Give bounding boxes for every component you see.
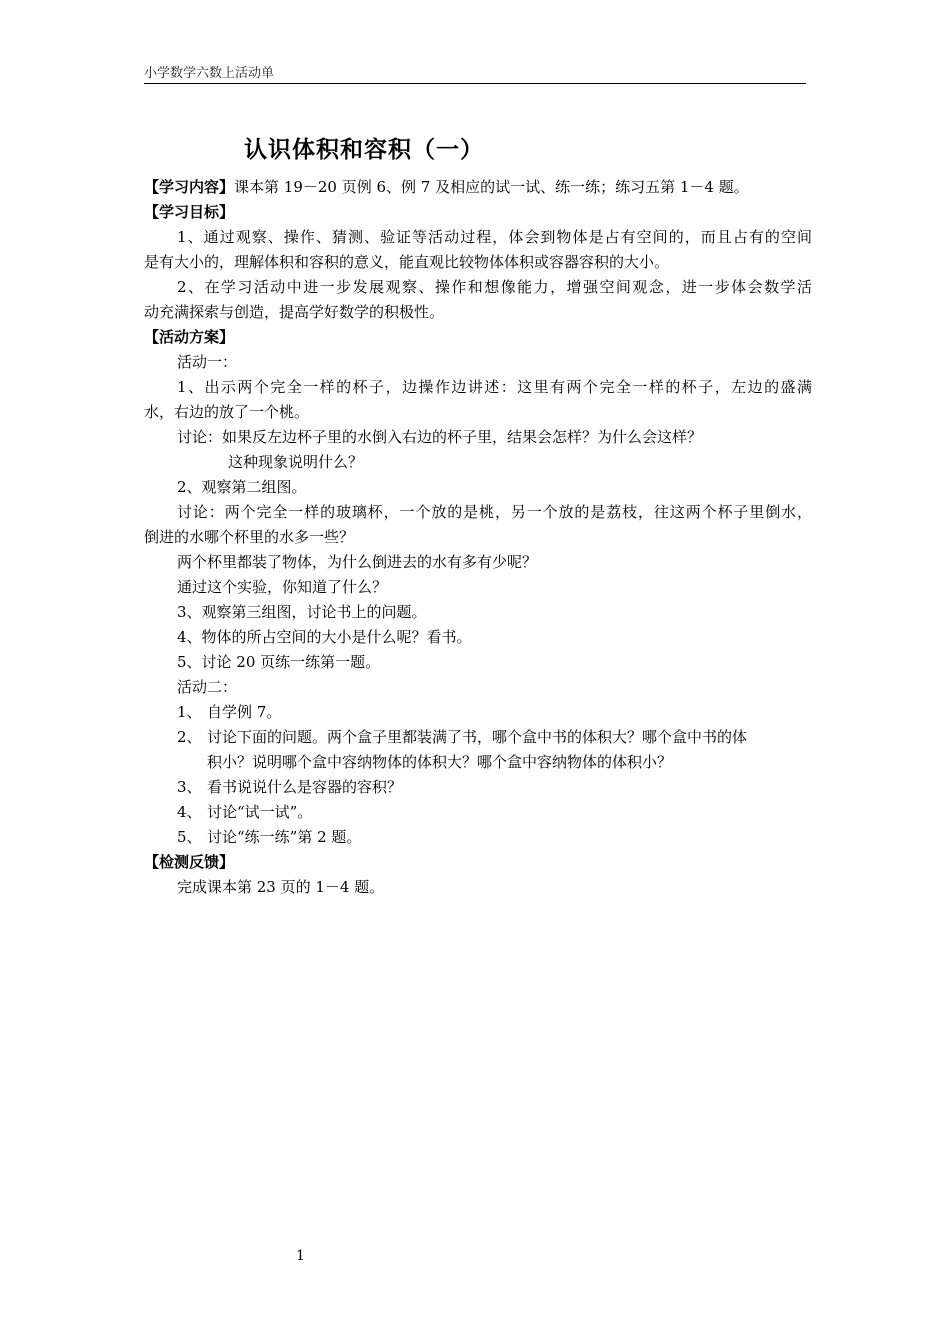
activity-2-item xyxy=(144,725,812,750)
activity-1-discussion-2-line-1: 讨论：两个完全一样的玻璃杯，一个放的是桃，另一个放的是荔枝，往这两个杯子里倒水， xyxy=(177,503,812,521)
activity-1-discussion-2-line-2: 倒进的水哪个杯里的水多一些？ xyxy=(144,528,355,546)
feedback-label: 【检测反馈】 xyxy=(144,853,235,871)
activity-2-item-number: 5、 xyxy=(177,828,202,846)
activity-1-title: 活动一： xyxy=(177,353,238,371)
activity-2-item-number: 3、 xyxy=(177,778,202,796)
activity-2-item xyxy=(144,800,812,825)
activity-2-item-text: 讨论下面的问题。两个盒子里都装满了书，哪个盒中书的体积大？哪个盒中书的体 xyxy=(207,728,748,746)
activity-2-item xyxy=(144,775,812,800)
activity-2-item xyxy=(144,700,812,725)
activity-1-question-2: 通过这个实验，你知道了什么？ xyxy=(177,578,388,596)
learning-content xyxy=(144,175,812,200)
activity-1-discussion-1: 讨论：如果反左边杯子里的水倒入右边的杯子里，结果会怎样？为什么会这样？ xyxy=(177,428,703,446)
activity-2-item xyxy=(144,750,812,775)
learning-content-text: 课本第 19－20 页例 6、例 7 及相应的试一试、练一练；练习五第 1－4 题。 xyxy=(234,178,749,196)
activity-2-item-text: 看书说说什么是容器的容积？ xyxy=(207,778,403,796)
activity-1-step-1-line-2: 水，右边的放了一个桃。 xyxy=(144,403,310,421)
activity-1-step-3: 3、观察第三组图，讨论书上的问题。 xyxy=(177,603,427,621)
activity-2-item-text: 讨论“试一试”。 xyxy=(207,803,313,821)
activity-2-item-number: 4、 xyxy=(177,803,202,821)
activity-1-step-2: 2、观察第二组图。 xyxy=(177,478,307,496)
activity-1-step-5: 5、讨论 20 页练一练第一题。 xyxy=(177,653,381,671)
activity-1-step-1-line-1: 1、出示两个完全一样的杯子，边操作边讲述：这里有两个完全一样的杯子，左边的盛满 xyxy=(177,378,812,396)
goal-2-line-2: 动充满探索与创造，提高学好数学的积极性。 xyxy=(144,303,445,321)
goal-2-line-1: 2、在学习活动中进一步发展观察、操作和想像能力，增强空间观念，进一步体会数学活 xyxy=(177,278,812,296)
activity-2-item-text: 讨论“练一练”第 2 题。 xyxy=(207,828,362,846)
learning-goals-label: 【学习目标】 xyxy=(144,203,235,221)
document-title: 认识体积和容积（一） xyxy=(244,137,484,163)
activity-1-discussion-1-cont: 这种现象说明什么？ xyxy=(228,453,364,471)
goal-1-line-2: 是有大小的，理解体积和容积的意义，能直观比较物体体积或容器容积的大小。 xyxy=(144,253,670,271)
activity-1-step-4: 4、物体的所占空间的大小是什么呢？看书。 xyxy=(177,628,472,646)
activity-1-question-1: 两个杯里都装了物体，为什么倒进去的水有多有少呢？ xyxy=(177,553,538,571)
activity-2-item-number: 2、 xyxy=(177,728,202,746)
page-header: 小学数学六数上活动单 xyxy=(144,66,275,81)
activity-plan-label: 【活动方案】 xyxy=(144,328,235,346)
activity-2-item-text: 积小？说明哪个盒中容纳物体的体积大？哪个盒中容纳物体的体积小？ xyxy=(207,753,673,771)
document-body xyxy=(144,175,812,900)
goal-1-line-1: 1、通过观察、操作、猜测、验证等活动过程，体会到物体是占有空间的，而且占有的空间 xyxy=(177,228,812,246)
page-number: 1 xyxy=(296,1248,305,1264)
header-rule xyxy=(144,83,806,84)
activity-2-title: 活动二： xyxy=(177,678,238,696)
activity-2-item xyxy=(144,825,812,850)
learning-content-label: 【学习内容】 xyxy=(144,178,235,196)
activity-2-item-number: 1、 xyxy=(177,703,202,721)
feedback-text: 完成课本第 23 页的 1－4 题。 xyxy=(177,878,385,896)
activity-2-item-text: 自学例 7。 xyxy=(207,703,282,721)
